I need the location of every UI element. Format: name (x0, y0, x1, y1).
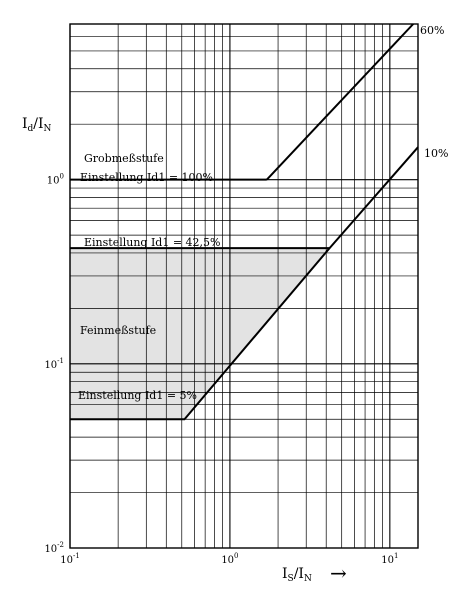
x-axis-label-sub1: S (287, 574, 294, 584)
y-axis-label-sub1: d (27, 124, 34, 134)
x-axis-arrow: → (330, 561, 347, 585)
series-label-10: 10% (424, 147, 449, 160)
annotation-einstellung-100: Einstellung Id1 = 100% (80, 171, 213, 184)
y-tick-label: $10^{-1}$ (44, 356, 64, 371)
svg-text:Id/IN (22, 116, 52, 134)
y-axis-label-sub2: N (43, 124, 52, 134)
x-tick-label: $10^0$ (221, 552, 239, 566)
y-axis-label-slash: /I (33, 116, 44, 132)
y-axis-label (22, 116, 52, 134)
y-tick-label: $10^{-2}$ (44, 541, 64, 555)
y-tick-label: $10^0$ (46, 172, 64, 187)
curve-60-percent (267, 24, 413, 180)
x-axis-label-main: I (282, 566, 288, 582)
x-tick-label: $10^{-1}$ (60, 552, 80, 566)
y-axis-label-main: I (22, 116, 28, 132)
annotation-feinmessstufe: Feinmeßstufe (80, 324, 157, 337)
series-label-60: 60% (420, 24, 445, 37)
x-axis-label-slash: /I (293, 566, 304, 582)
x-axis-label (282, 561, 347, 585)
svg-text:IS/IN (282, 566, 312, 584)
annotation-grobmessstufe: Grobmeßstufe (84, 152, 164, 165)
x-axis-label-sub2: N (303, 574, 312, 584)
x-tick-label: $10^1$ (381, 552, 399, 566)
annotation-einstellung-42-5: Einstellung Id1 = 42,5% (84, 236, 221, 249)
annotation-einstellung-5: Einstellung Id1 = 5% (78, 389, 197, 402)
